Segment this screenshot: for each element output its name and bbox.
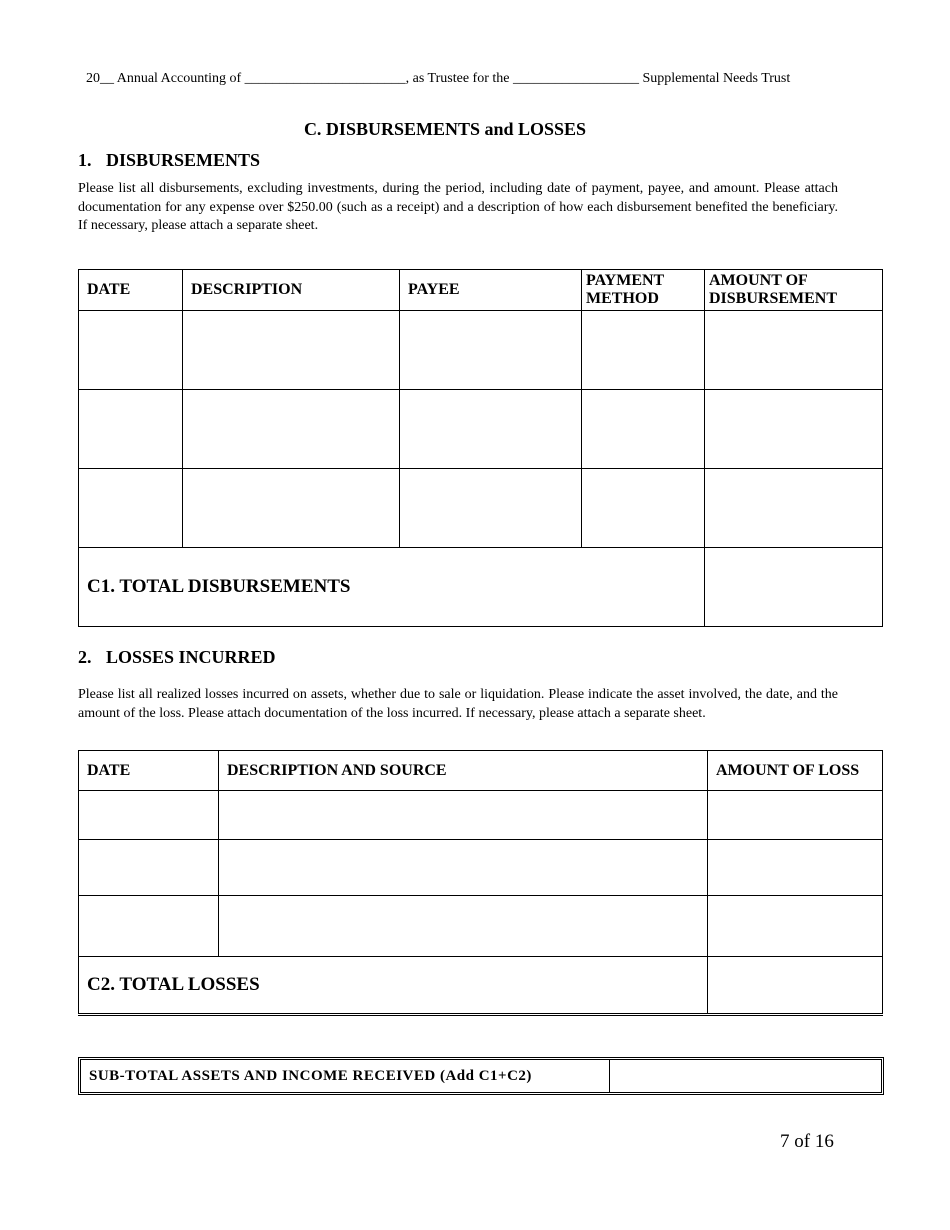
losses-header-row xyxy=(79,751,883,791)
payment-method-cell[interactable] xyxy=(582,390,705,469)
loss-amount-cell[interactable] xyxy=(708,840,883,896)
amount-cell[interactable] xyxy=(705,469,883,548)
description-source-cell[interactable] xyxy=(219,896,708,957)
col-header-date: DATE xyxy=(79,751,219,791)
col-header-payee: PAYEE xyxy=(400,270,582,311)
description-cell[interactable] xyxy=(183,390,400,469)
disbursements-header-row xyxy=(79,270,883,311)
payee-cell[interactable] xyxy=(400,311,582,390)
date-cell[interactable] xyxy=(79,896,219,957)
col-header-description-and-source: DESCRIPTION AND SOURCE xyxy=(219,751,708,791)
disbursements-heading-number: 1. xyxy=(78,150,92,170)
losses-total-row xyxy=(79,957,883,1015)
disbursements-total-row xyxy=(79,548,883,627)
description-cell[interactable] xyxy=(183,311,400,390)
disbursements-heading xyxy=(78,150,260,171)
col-header-date: DATE xyxy=(79,270,183,311)
loss-amount-cell[interactable] xyxy=(708,791,883,840)
date-cell[interactable] xyxy=(79,311,183,390)
table-row xyxy=(79,311,883,390)
losses-table xyxy=(78,750,883,1016)
date-cell[interactable] xyxy=(79,791,219,840)
disbursements-heading-text: DISBURSEMENTS xyxy=(106,150,261,170)
table-row xyxy=(79,469,883,548)
description-cell[interactable] xyxy=(183,469,400,548)
losses-heading-number: 2. xyxy=(78,647,92,667)
table-row xyxy=(79,840,883,896)
payee-cell[interactable] xyxy=(400,469,582,548)
losses-instructions: Please list all realized losses incurred on assets, whether due to sale or liquidation. Please indicate the asset involved, the date, and the amount of the loss. Please attach documentation of the loss incurred. If necessary, please attach a separate sheet. xyxy=(78,687,838,721)
amount-cell[interactable] xyxy=(705,311,883,390)
subtotal-box xyxy=(78,1057,884,1095)
col-header-amount-of-disbursement: AMOUNT OF DISBURSEMENT xyxy=(705,270,883,311)
subtotal-value[interactable] xyxy=(610,1060,881,1092)
total-disbursements-label: C1. TOTAL DISBURSEMENTS xyxy=(79,548,705,627)
date-cell[interactable] xyxy=(79,390,183,469)
disbursements-instructions: Please list all disbursements, excluding investments, during the period, including date of payment, payee, and amount. Please attach documentation for any expense over $250.00 (such as a receipt) and a description of how each disbursement benefited the beneficiary. If necessary, please attach a separate sheet. xyxy=(78,181,838,233)
payment-method-cell[interactable] xyxy=(582,469,705,548)
col-header-amount-of-loss: AMOUNT OF LOSS xyxy=(708,751,883,791)
section-title: C. DISBURSEMENTS and LOSSES xyxy=(303,119,587,139)
table-row xyxy=(79,896,883,957)
total-losses-label: C2. TOTAL LOSSES xyxy=(79,957,708,1015)
description-source-cell[interactable] xyxy=(219,791,708,840)
amount-cell[interactable] xyxy=(705,390,883,469)
disbursements-table xyxy=(78,269,883,627)
total-losses-value[interactable] xyxy=(708,957,883,1015)
losses-heading xyxy=(78,647,276,668)
description-source-cell[interactable] xyxy=(219,840,708,896)
page-number: 7 of 16 xyxy=(780,1131,834,1152)
col-header-payment-method: PAYMENT METHOD xyxy=(582,270,705,311)
total-disbursements-value[interactable] xyxy=(705,548,883,627)
table-row xyxy=(79,791,883,840)
col-header-description: DESCRIPTION xyxy=(183,270,400,311)
loss-amount-cell[interactable] xyxy=(708,896,883,957)
date-cell[interactable] xyxy=(79,469,183,548)
running-header: 20__ Annual Accounting of _______________________, as Trustee for the __________________ Supplemental Needs Trust xyxy=(86,71,791,86)
payment-method-cell[interactable] xyxy=(582,311,705,390)
subtotal-label: SUB-TOTAL ASSETS AND INCOME RECEIVED (Add C1+C2) xyxy=(81,1060,610,1092)
table-row xyxy=(79,390,883,469)
payee-cell[interactable] xyxy=(400,390,582,469)
losses-heading-text: LOSSES INCURRED xyxy=(106,647,276,667)
date-cell[interactable] xyxy=(79,840,219,896)
